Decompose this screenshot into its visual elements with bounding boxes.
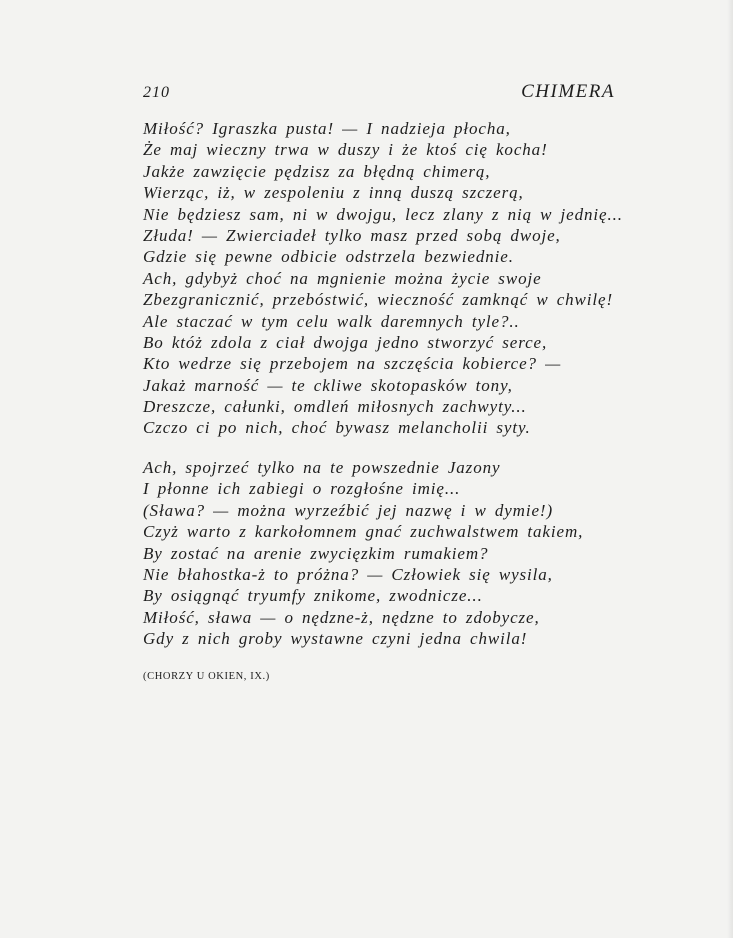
verse-line: Jakaż marność — te ckliwe skotopasków tony,	[143, 375, 513, 395]
verse-line: Wierząc, iż, w zespoleniu z inną duszą szczerą,	[143, 183, 524, 203]
page-number: 210	[143, 84, 170, 101]
verse-line: Ale staczać w tym celu walk daremnych tyle?..	[143, 311, 520, 331]
page-edge-shadow	[727, 0, 733, 938]
verse-line: By osiągnąć tryumfy znikome, zwodnicze...	[143, 586, 483, 606]
verse-line: By zostać na arenie zwycięzkim rumakiem?	[143, 543, 489, 563]
verse-line: I płonne ich zabiegi o rozgłośne imię...	[143, 479, 461, 499]
verse-line: Miłość? Igraszka pusta! — I nadzieja płocha,	[143, 119, 511, 138]
verse-line: Że maj wieczny trwa w duszy i że ktoś cię kocha!	[143, 140, 548, 160]
verse-line: Czczo ci po nich, choć bywasz melancholii syty.	[143, 418, 531, 438]
verse-line: Nie będziesz sam, ni w dwojgu, lecz zlany z nią w jednię...	[143, 204, 623, 224]
verse-line: Jakże zawzięcie pędzisz za błędną chimerą,	[143, 161, 491, 181]
poem-stanza-1	[143, 118, 623, 439]
verse-line: Nie błahostka-ż to próżna? — Człowiek się wysila,	[143, 564, 553, 584]
verse-line: Złuda! — Zwierciadeł tylko masz przed sobą dwoje,	[143, 225, 561, 245]
verse-line: Kto wedrze się przebojem na szczęścia kobierce? —	[143, 354, 562, 374]
verse-line: Dreszcze, całunki, omdleń miłosnych zachwyty...	[143, 397, 527, 417]
verse-line: Gdzie się pewne odbicie odstrzela bezwiednie.	[143, 247, 514, 267]
running-title: CHIMERA	[521, 81, 615, 102]
verse-line: Gdy z nich groby wystawne czyni jedna chwila!	[143, 629, 528, 649]
verse-line: (Sława? — można wyrzeźbić jej nazwę i w dymie!)	[143, 500, 554, 520]
verse-line: Bo któż zdola z ciał dwojga jedno stworzyć serce,	[143, 332, 548, 352]
verse-line: Czyż warto z karkołomnem gnać zuchwalstwem takiem,	[143, 522, 584, 542]
verse-line: Ach, spojrzeć tylko na te powszednie Jazony	[143, 458, 501, 477]
poem-stanza-2	[143, 457, 583, 650]
verse-line: Miłość, sława — o nędzne-ż, nędzne to zdobycze,	[143, 607, 540, 627]
verse-line: Zbezgranicznić, przebóstwić, wieczność zamknąć w chwilę!	[143, 290, 614, 310]
verse-line: Ach, gdybyż choć na mgnienie można życie swoje	[143, 268, 542, 288]
source-note: (CHORZY U OKIEN, IX.)	[143, 671, 270, 682]
